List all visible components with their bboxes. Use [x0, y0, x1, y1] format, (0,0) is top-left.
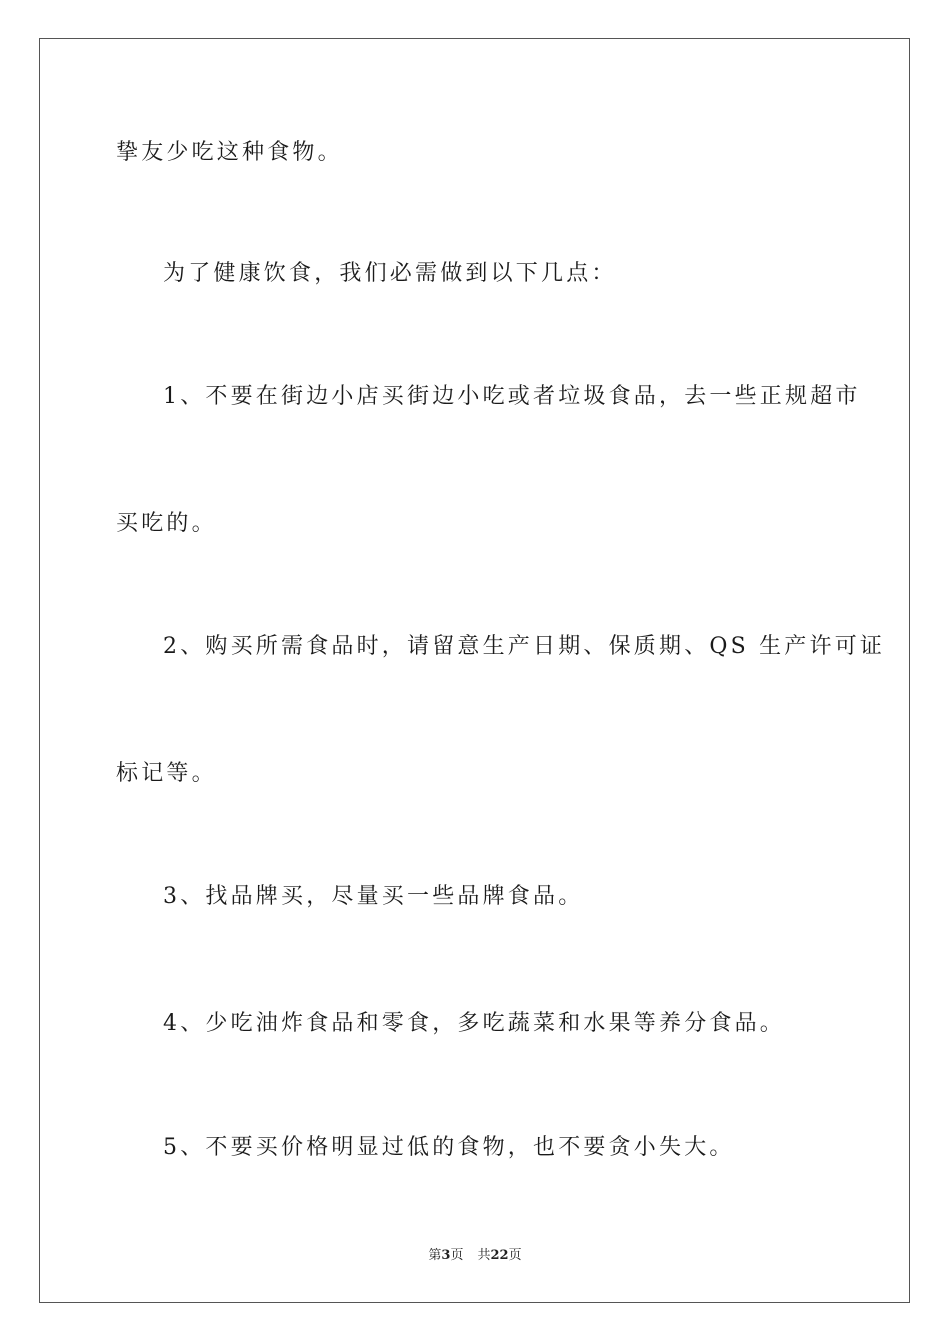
text-line-3: 1、不要在街边小店买街边小吃或者垃圾食品，去一些正规超市 [163, 384, 861, 409]
footer-total-prefix: 共 [477, 1248, 491, 1263]
text-line-2: 为了健康饮食，我们必需做到以下几点： [163, 261, 617, 286]
footer-page-number: 3 [441, 1248, 451, 1263]
footer-total-pages: 22 [490, 1248, 509, 1263]
page-border [39, 38, 910, 1303]
text-line-1: 挚友少吃这种食物。 [116, 140, 343, 165]
text-line-6: 标记等。 [116, 761, 217, 786]
page-footer [0, 1247, 950, 1265]
text-line-7: 3、找品牌买，尽量买一些品牌食品。 [163, 884, 584, 909]
footer-page-prefix: 第 [428, 1248, 442, 1263]
text-line-9: 5、不要买价格明显过低的食物，也不要贪小失大。 [163, 1135, 735, 1160]
text-line-8: 4、少吃油炸食品和零食，多吃蔬菜和水果等养分食品。 [163, 1011, 785, 1036]
footer-page-suffix: 页 [450, 1248, 464, 1263]
footer-total-suffix: 页 [508, 1248, 522, 1263]
text-line-5: 2、购买所需食品时，请留意生产日期、保质期、QS 生产许可证 [163, 634, 886, 659]
text-line-4: 买吃的。 [116, 511, 217, 536]
